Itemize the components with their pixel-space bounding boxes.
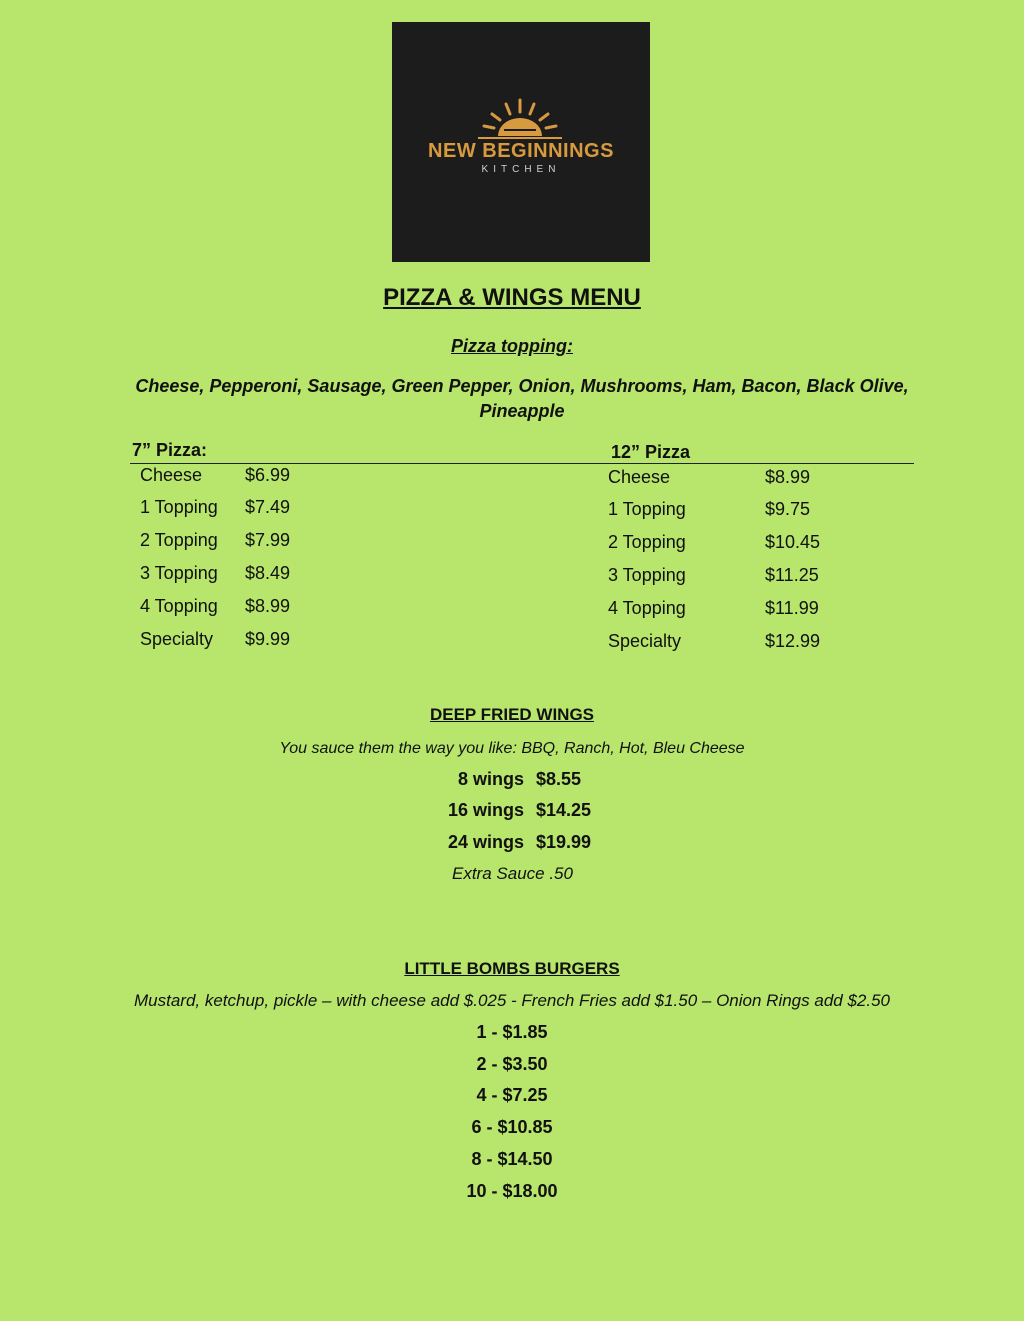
pizza-12-item-price: $11.25 <box>765 565 819 585</box>
extra-sauce: Extra Sauce .50 <box>452 864 573 883</box>
pizza-7-item-name: 2 Topping <box>140 530 218 550</box>
pizza-12-item-price: $10.45 <box>765 532 821 552</box>
pizza-12-item-name: Specialty <box>608 631 682 651</box>
pizza-12-item-price: $8.99 <box>765 467 811 487</box>
burger-price: 8 - $14.50 <box>471 1149 553 1169</box>
menu-title: PIZZA & WINGS MENU <box>383 284 641 311</box>
brand-name: NEW BEGINNINGS <box>428 140 614 162</box>
pizza-12-item-name: 2 Topping <box>608 532 686 552</box>
burger-price: 4 - $7.25 <box>476 1085 548 1105</box>
pizza-12-item-name: Cheese <box>608 467 671 487</box>
wings-price: $19.99 <box>536 832 592 852</box>
pizza-12-item-name: 4 Topping <box>608 598 686 618</box>
topping-heading: Pizza topping: <box>451 336 573 356</box>
pizza-7-item-price: $6.99 <box>245 465 291 485</box>
wings-qty: 16 wings <box>448 800 525 820</box>
pizza-12-heading: 12” Pizza <box>611 442 691 462</box>
logo <box>392 22 650 262</box>
pizza-7-item-name: 1 Topping <box>140 497 218 517</box>
sunrise-logo-icon <box>470 92 570 142</box>
wings-qty: 8 wings <box>458 769 525 789</box>
burgers-heading: LITTLE BOMBS BURGERS <box>404 959 620 978</box>
topping-list: Cheese, Pepperoni, Sausage, Green Pepper, Onion, Mushrooms, Ham, Bacon, Black Olive, Pineapple <box>135 376 909 421</box>
brand-subtitle: KITCHEN <box>481 164 561 175</box>
wings-qty: 24 wings <box>448 832 525 852</box>
wings-price: $8.55 <box>536 769 582 789</box>
pizza-7-item-name: 4 Topping <box>140 596 218 616</box>
burger-price: 1 - $1.85 <box>476 1022 548 1042</box>
pizza-12-item-price: $12.99 <box>765 631 821 651</box>
divider-line <box>130 463 914 464</box>
burger-price: 10 - $18.00 <box>466 1181 558 1201</box>
pizza-7-item-name: Cheese <box>140 465 203 485</box>
burger-price: 2 - $3.50 <box>476 1054 548 1074</box>
pizza-7-item-name: Specialty <box>140 629 214 649</box>
pizza-12-item-name: 3 Topping <box>608 565 686 585</box>
pizza-7-heading: 7” Pizza: <box>132 440 208 460</box>
pizza-7-item-name: 3 Topping <box>140 563 218 583</box>
pizza-7-item-price: $7.99 <box>245 530 291 550</box>
pizza-7-item-price: $7.49 <box>245 497 291 517</box>
wings-price: $14.25 <box>536 800 592 820</box>
pizza-7-item-price: $8.99 <box>245 596 291 616</box>
wings-heading: DEEP FRIED WINGS <box>429 705 595 724</box>
wings-sauce-note: You sauce them the way you like: BBQ, Ranch, Hot, Bleu Cheese <box>279 740 745 757</box>
pizza-7-item-price: $9.99 <box>245 629 291 649</box>
pizza-12-item-price: $11.99 <box>765 598 819 618</box>
pizza-7-item-price: $8.49 <box>245 563 291 583</box>
pizza-12-item-price: $9.75 <box>765 499 811 519</box>
burgers-note: Mustard, ketchup, pickle – with cheese add $.025 - French Fries add $1.50 – Onion Rings add $2.50 <box>133 991 890 1010</box>
burger-price: 6 - $10.85 <box>471 1117 553 1137</box>
pizza-12-item-name: 1 Topping <box>608 499 686 519</box>
